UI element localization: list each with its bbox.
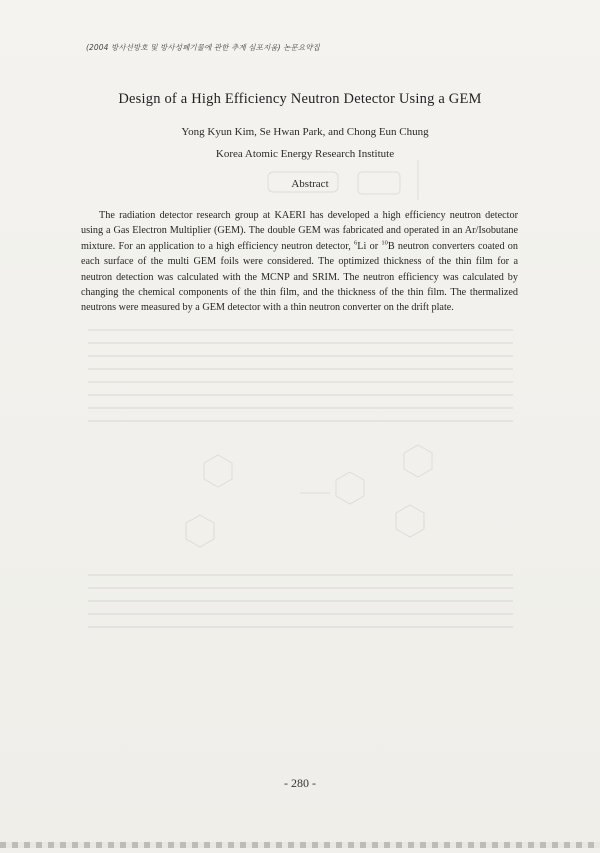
abstract-heading: Abstract	[291, 178, 329, 190]
abstract-body	[81, 208, 518, 316]
b-isotope-superscript: 10	[381, 239, 388, 247]
paper-title: Design of a High Efficiency Neutron Detector Using a GEM	[118, 91, 482, 107]
scan-edge	[0, 842, 600, 848]
abstract-paragraph	[81, 208, 518, 316]
author-list: Yong Kyun Kim, Se Hwan Park, and Chong Eun Chung	[181, 126, 429, 138]
page-number: - 280 -	[284, 776, 316, 790]
abstract-text-2: B neutron converters coated on each surface of the multi GEM foils were considered. The optimized thickness of the thin film for a neutron detection was calculated with the MCNP and SRIM. The neutron efficiency was calculated by changing the chemical components of the thin film, and the thickness of the thin film. The thermalized neutrons were measured by a GEM detector with a thin neutron converter on the drift plate.	[81, 240, 518, 314]
li-isotope-superscript: 6	[354, 239, 358, 247]
affiliation: Korea Atomic Energy Research Institute	[215, 148, 395, 160]
running-header: (2004 방사선방호 및 방사성폐기물에 관한 추계 심포지움) 논문요약집	[86, 43, 320, 52]
abstract-text-1: The radiation detector research group at KAERI has developed a high efficiency neutron detector using a Gas Electron Multiplier (GEM). The double GEM was fabricated and operated in an Ar/Isobutane mixture. For an application to a high efficiency neutron detector,	[81, 210, 518, 252]
abstract-text-li: Li or	[357, 240, 382, 252]
